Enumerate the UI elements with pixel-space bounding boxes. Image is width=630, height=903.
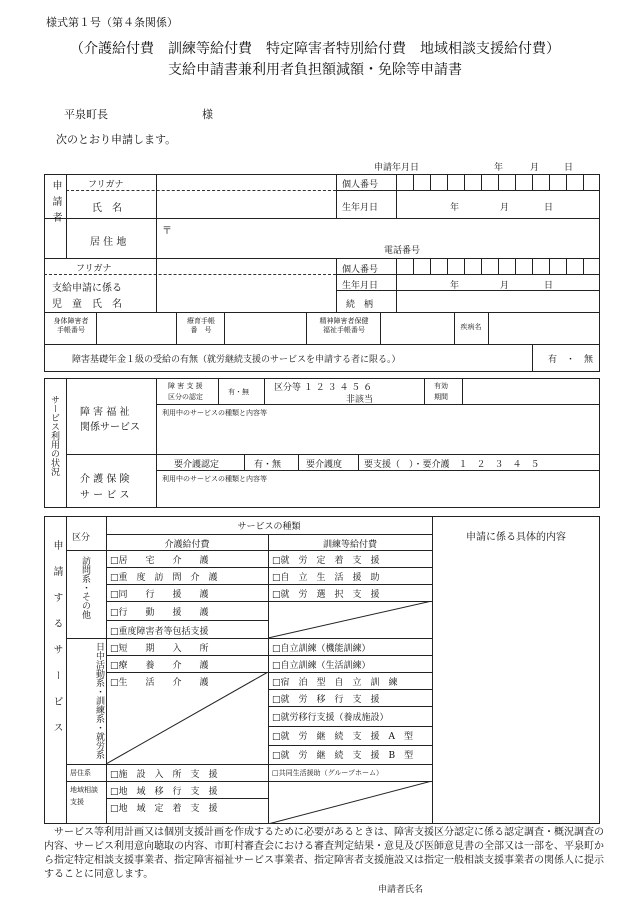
kaigo-item[interactable]: □地 域 移 行 支 援 bbox=[110, 787, 218, 797]
kubun-higaito: 非該当 bbox=[346, 395, 374, 405]
kubun-label-1: 障 害 支 援 bbox=[168, 382, 203, 390]
child-birth-day: 日 bbox=[544, 281, 554, 291]
kunren-item[interactable]: □自立訓練（生活訓練） bbox=[272, 661, 371, 671]
applicant-table bbox=[44, 174, 600, 372]
group-homon: 訪問系・その他 bbox=[80, 556, 90, 619]
kaigo-item[interactable]: □短 期 入 所 bbox=[110, 644, 209, 654]
date-day: 日 bbox=[564, 163, 574, 173]
kaigo-item[interactable]: □同 行 援 護 bbox=[110, 590, 209, 600]
valid-label-2: 期間 bbox=[434, 393, 448, 401]
pension-choice: 有 ・ 無 bbox=[548, 355, 594, 365]
addressee: 平泉町長 bbox=[64, 108, 108, 121]
child-furigana-label: フリガナ bbox=[76, 264, 112, 274]
kaigo-item[interactable]: □施 設 入 所 支 援 bbox=[110, 770, 218, 780]
addressee-sama: 様 bbox=[202, 108, 213, 121]
nintei-umu: 有・無 bbox=[254, 460, 282, 470]
signature-label: 申請者氏名 bbox=[378, 885, 424, 895]
cert-ryoiku-label: 療育手帳 番 号 bbox=[187, 317, 215, 334]
kunren-kyufu-header: 訓練等給付費 bbox=[322, 540, 377, 550]
applicant-address-label: 居 住 地 bbox=[90, 237, 127, 248]
applicant-side-label: 申請者 bbox=[50, 180, 61, 228]
date-label: 申請年月日 bbox=[374, 163, 420, 173]
date-year: 年 bbox=[494, 163, 504, 173]
kaigo-degree-scale: 要支援（ ）・要介護 １ ２ ３ ４ ５ bbox=[364, 460, 540, 470]
apply-side-label: 申請するサービス bbox=[51, 540, 62, 748]
cert-mental-label: 精神障害者保健 福祉手帳番号 bbox=[319, 317, 369, 334]
kubun-grades: 区分等 １ ２ ３ ４ ５ ６ bbox=[274, 383, 373, 393]
kunren-item[interactable]: □就 労 定 着 支 援 bbox=[272, 556, 380, 566]
kunren-item[interactable]: □就 労 継 続 支 援 B 型 bbox=[272, 751, 414, 761]
service-kind-header: サービスの種類 bbox=[237, 522, 301, 532]
applicant-birth-day: 日 bbox=[544, 203, 554, 213]
title-line-1: （介護給付費 訓練等給付費 特定障害者特別給付費 地域相談支援給付費） bbox=[70, 41, 560, 57]
kaigo-label-1: 介 護 保 険 bbox=[80, 474, 130, 485]
form-number: 様式第１号（第４条関係） bbox=[46, 16, 178, 29]
detail-header: 申請に係る具体的内容 bbox=[466, 532, 566, 543]
welfare-label-1: 障 害 福 祉 bbox=[80, 407, 130, 418]
kunren-item[interactable]: □就 労 移 行 支 援 bbox=[272, 695, 380, 705]
group-chiiki: 地域相談支援 bbox=[70, 786, 98, 806]
child-birth-label: 生年月日 bbox=[342, 281, 379, 291]
applicant-birth-month: 月 bbox=[500, 203, 510, 213]
kaigo-item[interactable]: □重度障害者等包括支援 bbox=[110, 627, 209, 637]
applicant-birth-year: 年 bbox=[450, 203, 460, 213]
kunren-item[interactable]: □就労移行支援（養成施設） bbox=[272, 713, 389, 723]
applicant-phone-label: 電話番号 bbox=[384, 246, 421, 256]
kunren-item[interactable]: □就 労 継 続 支 援 A 型 bbox=[272, 732, 414, 742]
pension-label: 障害基礎年金１級の受給の有無（就労継続支援のサービスを申請する者に限る。） bbox=[72, 355, 401, 365]
empty-slash-1 bbox=[268, 601, 432, 638]
postal-mark: 〒 bbox=[162, 226, 172, 237]
child-relation-label: 続 柄 bbox=[346, 300, 374, 310]
current-services-1: 利用中のサービスの種類と内容等 bbox=[162, 409, 267, 417]
cert-disease-label: 疾病名 bbox=[460, 323, 482, 331]
empty-slash-3 bbox=[268, 781, 432, 824]
consent-text: サービス等利用計画又は個別支援計画を作成するために必要があるときは、障害支援区分認定に係る認定調査・概況調査の内容、サービス利用意向聴取の内容、市町村審査会における審査判定結果・意見及び医師意見書の全部又は一部を、平泉町から指定特定相談支援事業者、指定障害福祉サービス事業者、指定障害者支援施設又は指定一般相談支援事業者の関係人に提示することに同意します。 bbox=[44, 827, 604, 880]
cert-disability-label: 身体障害者 手帳番号 bbox=[53, 317, 89, 334]
applicant-birth-label: 生年月日 bbox=[342, 203, 379, 213]
kubun-header: 区分 bbox=[72, 533, 91, 543]
kaigo-kyufu-header: 介護給付費 bbox=[164, 540, 210, 550]
applicant-personal-no-label: 個人番号 bbox=[342, 180, 379, 190]
kunren-item[interactable]: □共同生活援助（グループホーム） bbox=[272, 769, 384, 777]
kubun-umu: 有・無 bbox=[228, 388, 249, 396]
usage-side-label: サービス利用の状況 bbox=[49, 395, 59, 476]
intro-text: 次のとおり申請します。 bbox=[56, 133, 177, 146]
nintei-label: 要介護認定 bbox=[174, 460, 220, 470]
kaigo-item[interactable]: □生 活 介 護 bbox=[110, 678, 209, 688]
kaigo-item[interactable]: □療 養 介 護 bbox=[110, 661, 209, 671]
child-birth-year: 年 bbox=[450, 281, 460, 291]
date-month: 月 bbox=[530, 163, 540, 173]
kaigo-item[interactable]: □行 動 援 護 bbox=[110, 608, 209, 618]
current-services-2: 利用中のサービスの種類と内容等 bbox=[162, 475, 267, 483]
kubun-label-2: 区分の認定 bbox=[168, 393, 203, 401]
kaigo-item[interactable]: □地 域 定 着 支 援 bbox=[110, 804, 218, 814]
child-birth-month: 月 bbox=[500, 281, 510, 291]
kunren-item[interactable]: □宿 泊 型 自 立 訓 練 bbox=[272, 678, 398, 688]
kunren-item[interactable]: □自 立 生 活 援 助 bbox=[272, 573, 380, 583]
child-personal-no-label: 個人番号 bbox=[342, 265, 379, 275]
kaigo-degree-label: 要介護度 bbox=[306, 460, 343, 470]
applicant-name-label: 氏 名 bbox=[92, 203, 122, 214]
kaigo-label-2: サ ー ビ ス bbox=[80, 490, 130, 501]
kaigo-item[interactable]: □重 度 訪 問 介 護 bbox=[110, 573, 218, 583]
welfare-label-2: 関係サービス bbox=[80, 422, 140, 433]
group-kyoju: 居住系 bbox=[70, 769, 91, 777]
kunren-item[interactable]: □自立訓練（機能訓練） bbox=[272, 644, 371, 654]
child-label-2: 児 童 氏 名 bbox=[52, 299, 122, 310]
valid-label-1: 有効 bbox=[434, 382, 448, 390]
group-nicchu: 日中活動系・訓練系・就労系 bbox=[94, 642, 104, 759]
kaigo-item[interactable]: □居 宅 介 護 bbox=[110, 556, 209, 566]
title-line-2: 支給申請書兼利用者負担額減額・免除等申請書 bbox=[168, 62, 462, 78]
applicant-furigana-label: フリガナ bbox=[88, 180, 124, 190]
child-label-1: 支給申請に係る bbox=[52, 283, 122, 294]
kunren-item[interactable]: □就 労 選 択 支 援 bbox=[272, 590, 380, 600]
